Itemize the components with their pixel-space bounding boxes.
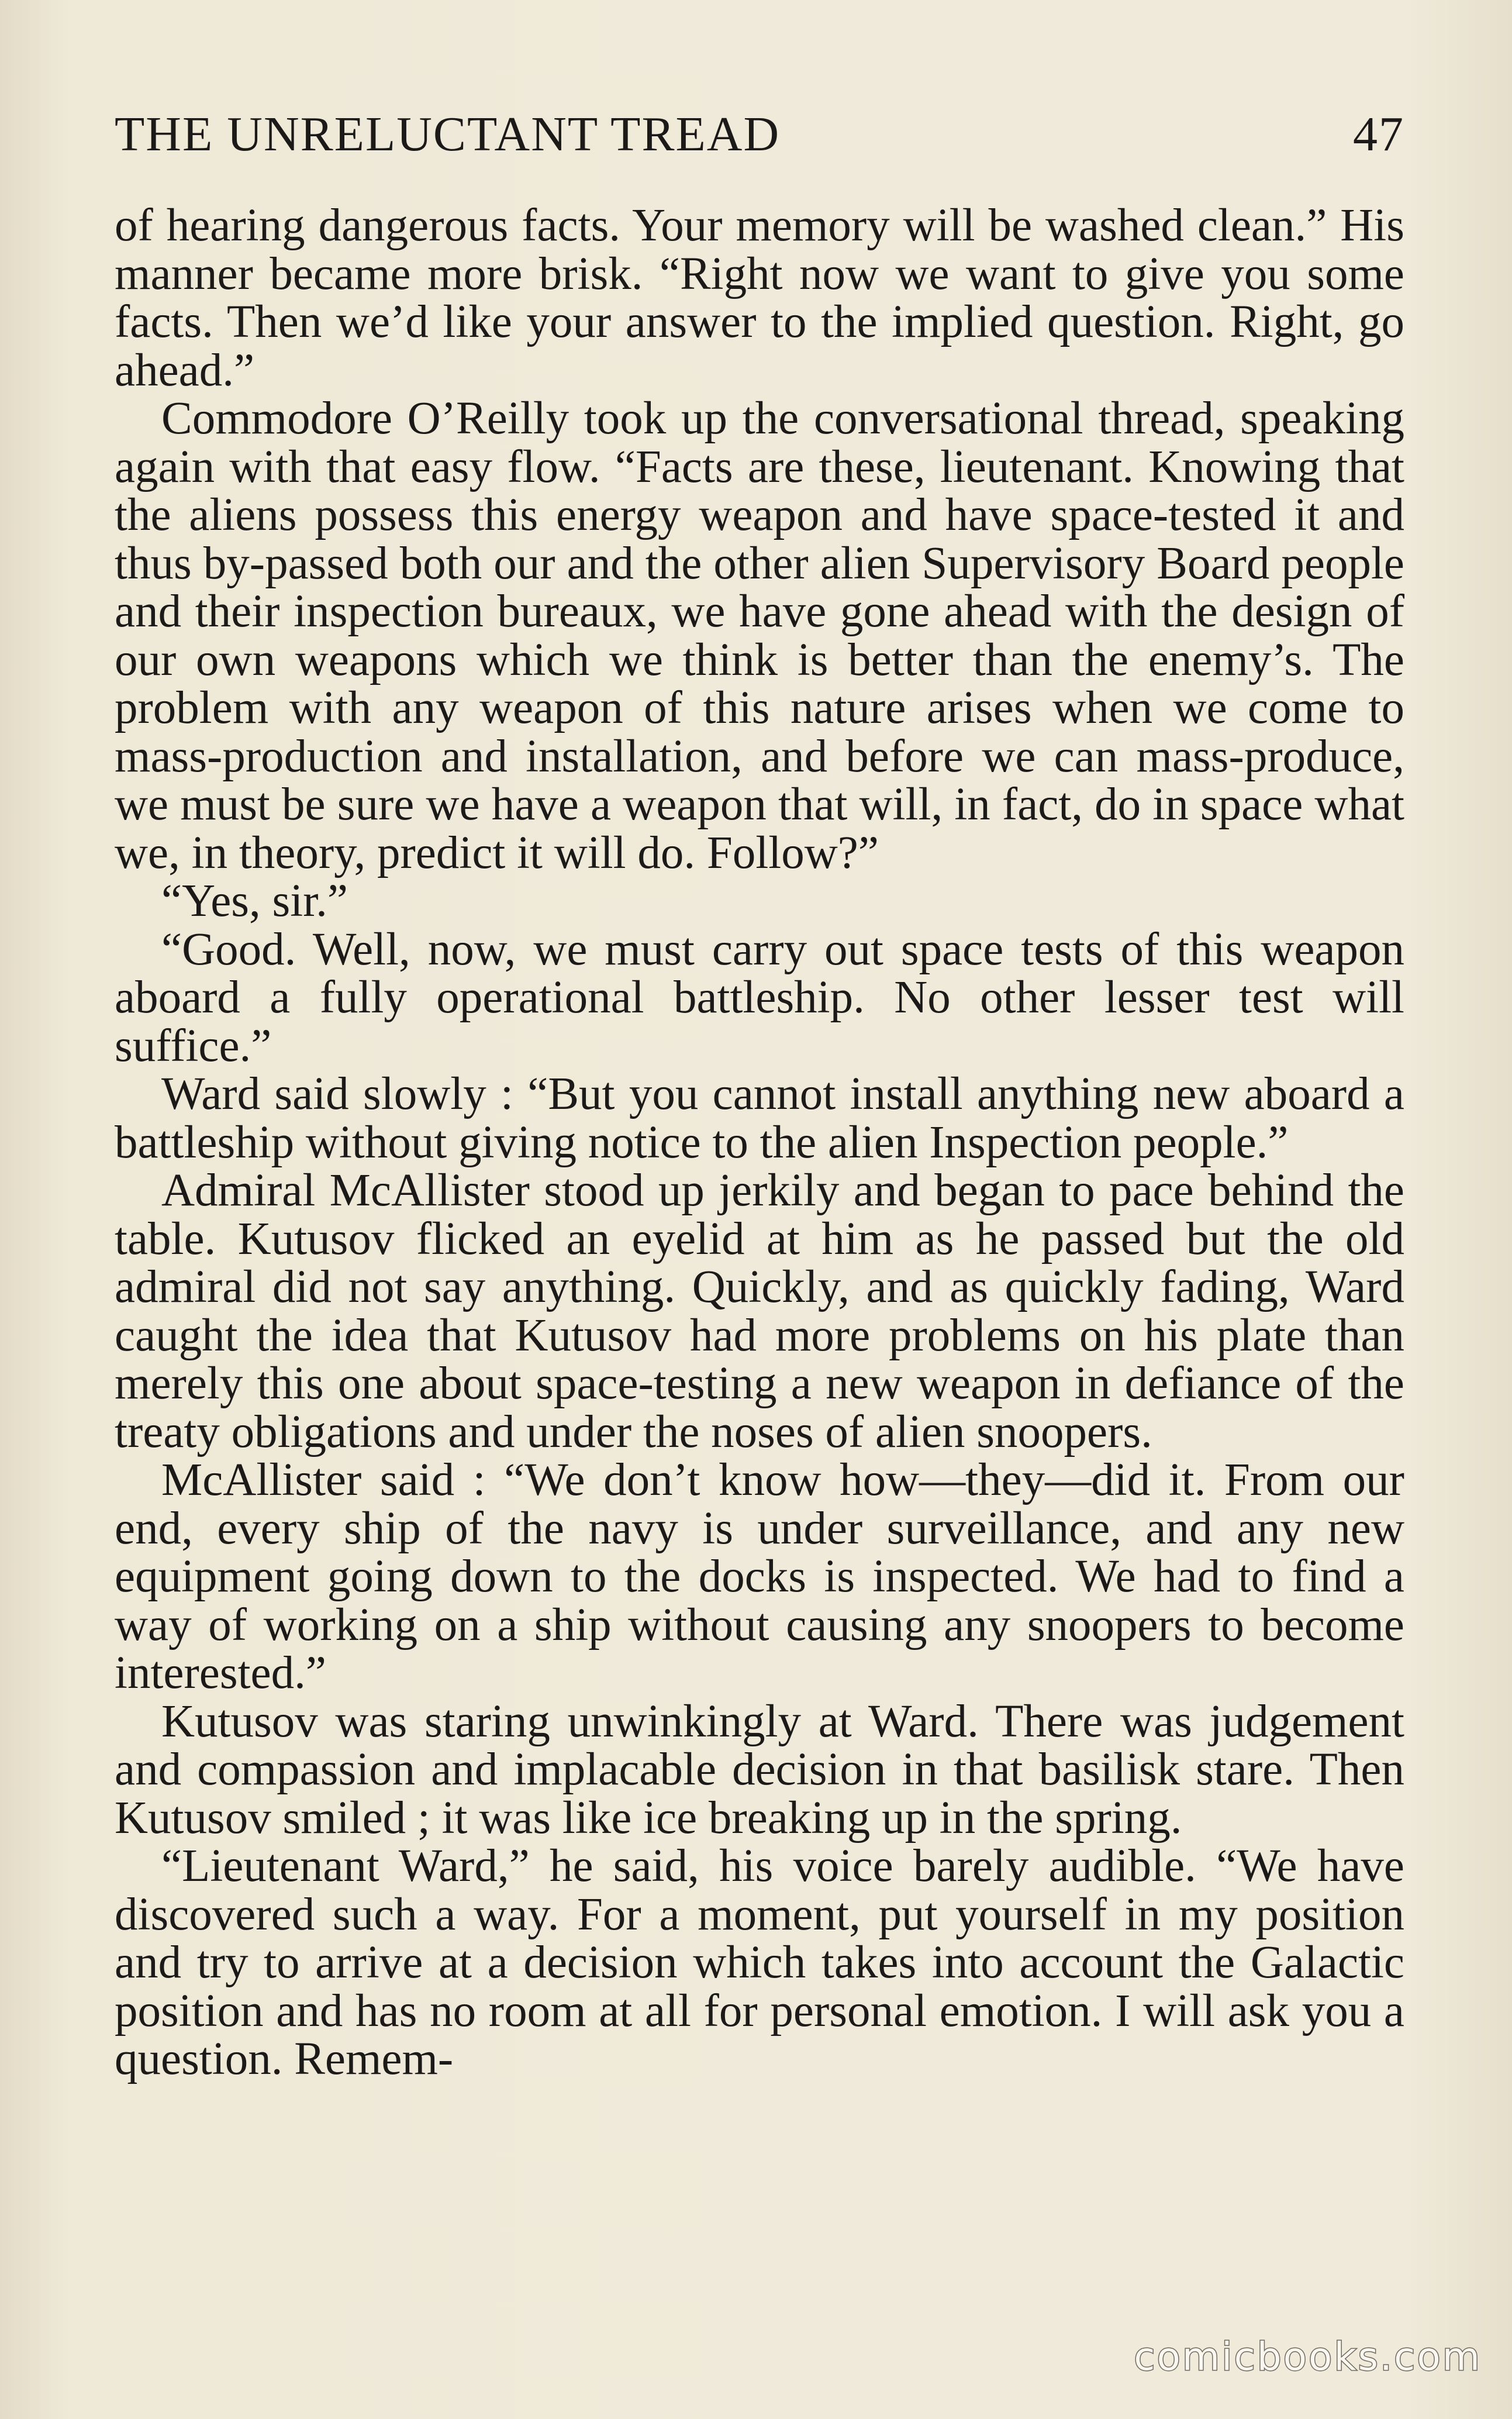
paragraph: “Yes, sir.” bbox=[161, 876, 348, 926]
paragraph: “Lieutenant Ward,” he said, his voice barely audible. “We have discovered such a way. For a moment, put yourself in my position and try to arrive at a decision which takes into account the Galactic position and has no room at all for personal emotion. I will ask you a question. Remem- bbox=[115, 1841, 1404, 2084]
paragraph: Ward said slowly : “But you cannot install anything new aboard a battleship without giving notice to the alien Inspection people.” bbox=[115, 1069, 1404, 1168]
running-header bbox=[115, 97, 1404, 167]
paragraph: Admiral McAllister stood up jerkily and began to pace behind the table. Kutusov flicked an eyelid at him as he passed but the old admiral did not say anything. Quickly, and as quickly fading, Ward caught the idea that Kutusov had more problems on his plate than merely this one about space-testing a new weapon in defiance of the treaty obligations and under the noses of alien snoopers. bbox=[115, 1165, 1404, 1457]
running-title: THE UNRELUCTANT TREAD bbox=[115, 107, 781, 161]
body-text bbox=[115, 202, 1404, 2084]
paragraph: McAllister said : “We don’t know how—they—did it. From our end, every ship of the navy is under surveillance, and any new equipment going down to the docks is inspected. We had to find a way of working on a ship without causing any snoopers to become interested.” bbox=[115, 1455, 1404, 1698]
paragraph: of hearing dangerous facts. Your memory will be washed clean.” His manner became more brisk. “Right now we want to give you some facts. Then we’d like your answer to the implied question. Right, go ahead.” bbox=[115, 200, 1404, 396]
paragraph: “Good. Well, now, we must carry out space tests of this weapon aboard a fully operational battleship. No other lesser test will suffice.” bbox=[115, 924, 1404, 1071]
page-number: 47 bbox=[1353, 107, 1404, 161]
watermark: comicbooks.com bbox=[1134, 2334, 1482, 2379]
paragraph: Kutusov was staring unwinkingly at Ward. There was judgement and compassion and implacable decision in that basilisk stare. Then Kutusov smiled ; it was like ice breaking up in the spring. bbox=[115, 1696, 1404, 1843]
paragraph: Commodore O’Reilly took up the conversational thread, speaking again with that easy flow. “Facts are these, lieutenant. Knowing that the aliens possess this energy weapon and have space-tested it and thus by-passed both our and the other alien Supervisory Board people and their inspection bureaux, we have gone ahead with the design of our own weapons which we think is better than the enemy’s. The problem with any weapon of this nature arises when we come to mass-production and installation, and before we can mass-produce, we must be sure we have a weapon that will, in fact, do in space what we, in theory, predict it will do. Follow?” bbox=[115, 393, 1404, 878]
